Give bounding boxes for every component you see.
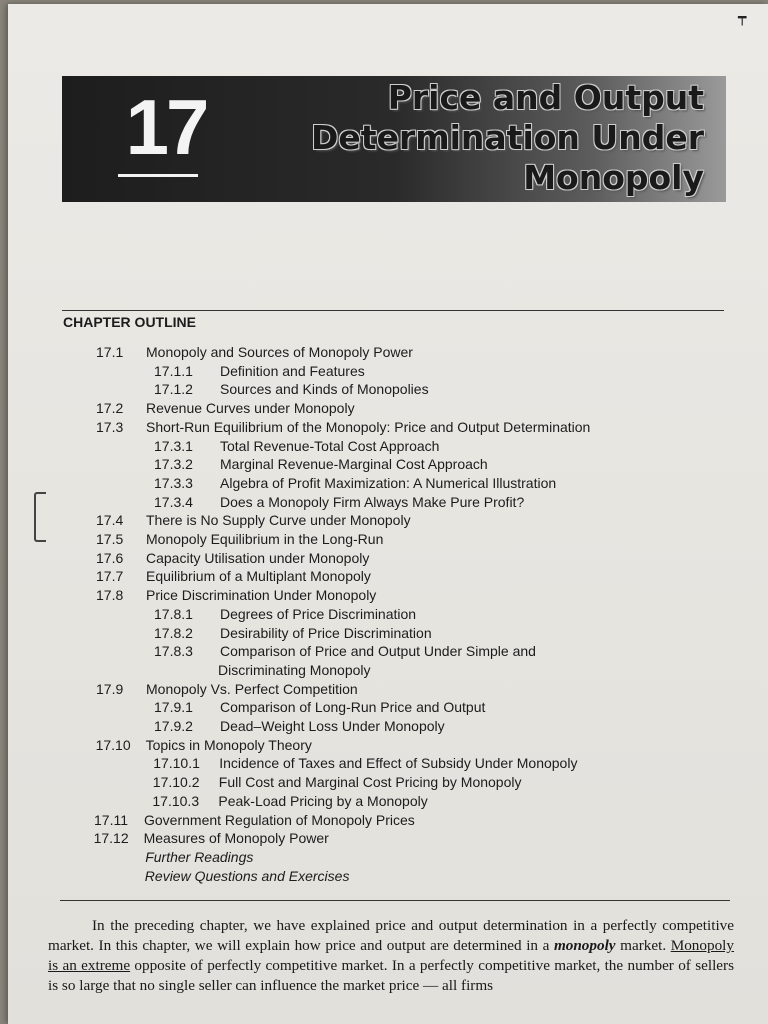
outline-item <box>152 792 427 810</box>
outline-item-number: 17.11 <box>94 811 128 828</box>
intro-text-2: market. <box>615 937 671 954</box>
outline-item-number: 17.1.2 <box>154 381 193 398</box>
outline-item-number: 17.3.4 <box>154 493 193 510</box>
outline-item <box>145 867 350 885</box>
outline-item-number: 17.3.1 <box>154 437 193 454</box>
outline-item-number: 17.8.2 <box>154 624 193 641</box>
intro-underlined: Monopoly is an extreme <box>48 937 734 974</box>
outline-item-title: Full Cost and Marginal Cost Pricing by Monopoly <box>218 774 522 791</box>
outline-item <box>96 680 358 698</box>
intro-emphasis: monopoly <box>553 937 616 954</box>
outline-item-number: 17.7 <box>96 568 124 585</box>
outline-top-rule <box>62 310 724 311</box>
outline-item-number: 17.3.3 <box>154 474 193 491</box>
outline-item-number: 17.2 <box>96 400 124 417</box>
outline-item-title: Degrees of Price Discrimination <box>220 605 417 622</box>
chapter-number: 17 <box>125 83 207 171</box>
chapter-title-line-3: Monopoly <box>523 158 704 197</box>
outline-item <box>96 399 355 417</box>
outline-item <box>96 511 411 529</box>
intro-text-1: In the preceding chapter, we have explained price and output determination in a perfectly competitive market. In this chapter, we will explain how price and output are determined in a <box>48 917 734 954</box>
outline-item-title: Capacity Utilisation under Monopoly <box>146 549 370 566</box>
outline-item-title: Equilibrium of a Multiplant Monopoly <box>146 568 371 585</box>
chapter-title <box>264 78 704 198</box>
outline-item-title: Short-Run Equilibrium of the Monopoly: Price and Output Determination <box>146 418 591 435</box>
outline-item <box>154 698 485 716</box>
outline-item-title: Sources and Kinds of Monopolies <box>220 381 429 398</box>
outline-item-number: 17.9 <box>96 680 124 697</box>
outline-item-number: 17.1 <box>96 344 124 360</box>
outline-item-number: 17.5 <box>96 531 124 547</box>
outline-item-number: 17.1.1 <box>154 362 193 379</box>
outline-item-title: Discriminating Monopoly <box>218 661 371 678</box>
outline-item <box>94 811 415 829</box>
outline-item-title: Marginal Revenue-Marginal Cost Approach <box>220 456 488 473</box>
outline-item-number: 17.8 <box>96 587 124 604</box>
outline-item <box>96 549 369 567</box>
outline-item-number: 17.10.3 <box>152 792 200 809</box>
outline-item-number: 17.10.1 <box>153 755 200 772</box>
outline-item <box>96 343 413 361</box>
outline-item-title: Price Discrimination Under Monopoly <box>146 587 377 604</box>
outline-item <box>145 848 253 866</box>
chapter-title-line-1: Price and Output <box>387 78 704 117</box>
outline-item <box>154 493 524 511</box>
chapter-number-underline <box>118 174 198 177</box>
outline-item <box>154 661 371 679</box>
outline-item-title: Does a Monopoly Firm Always Make Pure Profit? <box>220 493 525 510</box>
outline-item-title: Revenue Curves under Monopoly <box>146 400 355 417</box>
corner-mark: ┯ <box>738 10 747 26</box>
outline-item-title: Incidence of Taxes and Effect of Subsidy Under Monopoly <box>219 755 578 772</box>
outline-item-title: Topics in Monopoly Theory <box>145 736 312 753</box>
intro-paragraph <box>48 916 734 996</box>
outline-item-title: Monopoly Equilibrium in the Long-Run <box>146 531 384 547</box>
outline-item-number: 17.9.2 <box>154 718 193 734</box>
outline-item-number: 17.10.2 <box>152 774 200 791</box>
outline-item-title: Further Readings <box>145 848 254 865</box>
outline-item <box>96 418 590 436</box>
outline-item <box>154 642 536 660</box>
outline-item-number: 17.4 <box>96 512 124 529</box>
intro-text-3: opposite of perfectly competitive market. In a perfectly competitive market, the number of sellers is so large that no single seller can influence the market price — all firms <box>48 957 735 994</box>
outline-item-title: Definition and Features <box>220 362 365 379</box>
outline-item-title: Monopoly Vs. Perfect Competition <box>146 680 358 697</box>
outline-item <box>96 530 383 548</box>
outline-item <box>154 437 439 455</box>
outline-item <box>96 736 312 754</box>
outline-item-title: Desirability of Price Discrimination <box>220 624 432 641</box>
outline-item <box>96 567 371 585</box>
outline-item-title: Comparison of Price and Output Under Simple and <box>220 643 536 660</box>
outline-item <box>96 586 376 604</box>
outline-bottom-rule <box>60 900 730 901</box>
outline-item <box>154 474 556 492</box>
outline-item-title: Total Revenue-Total Cost Approach <box>220 437 440 454</box>
outline-item-number: 17.10 <box>95 736 131 753</box>
outline-item-title: There is No Supply Curve under Monopoly <box>146 512 411 529</box>
outline-item-number: 17.3 <box>96 418 124 435</box>
pencil-bracket-mark <box>34 492 46 542</box>
outline-item-number: 17.3.2 <box>154 456 193 473</box>
outline-item-number: 17.9.1 <box>154 699 193 716</box>
outline-item-title: Dead–Weight Loss Under Monopoly <box>220 718 445 734</box>
outline-item-number: 17.6 <box>96 549 124 566</box>
outline-item <box>154 717 445 735</box>
outline-item <box>154 605 416 623</box>
book-page <box>8 4 768 1024</box>
outline-item-title: Review Questions and Exercises <box>144 867 350 884</box>
outline-heading: CHAPTER OUTLINE <box>63 314 196 330</box>
outline-item <box>154 362 365 380</box>
outline-item-number: 17.8.1 <box>154 605 193 622</box>
outline-item <box>94 829 329 847</box>
outline-item-number: 17.12 <box>93 830 129 847</box>
outline-item-title: Comparison of Long-Run Price and Output <box>220 699 486 716</box>
outline-item-title: Monopoly and Sources of Monopoly Power <box>146 344 413 360</box>
outline-item-title: Measures of Monopoly Power <box>143 830 329 847</box>
chapter-banner <box>62 76 726 202</box>
outline-item <box>153 773 522 791</box>
outline-item-title: Algebra of Profit Maximization: A Numerical Illustration <box>220 474 557 491</box>
outline-item <box>154 455 488 473</box>
chapter-title-line-2: Determination Under <box>311 118 704 157</box>
outline-item <box>153 754 577 772</box>
outline-item-number: 17.8.3 <box>154 643 193 660</box>
outline-item <box>154 624 432 642</box>
outline-item <box>154 380 429 398</box>
outline-item-title: Government Regulation of Monopoly Prices <box>144 811 415 828</box>
outline-item-title: Peak-Load Pricing by a Monopoly <box>218 792 428 809</box>
